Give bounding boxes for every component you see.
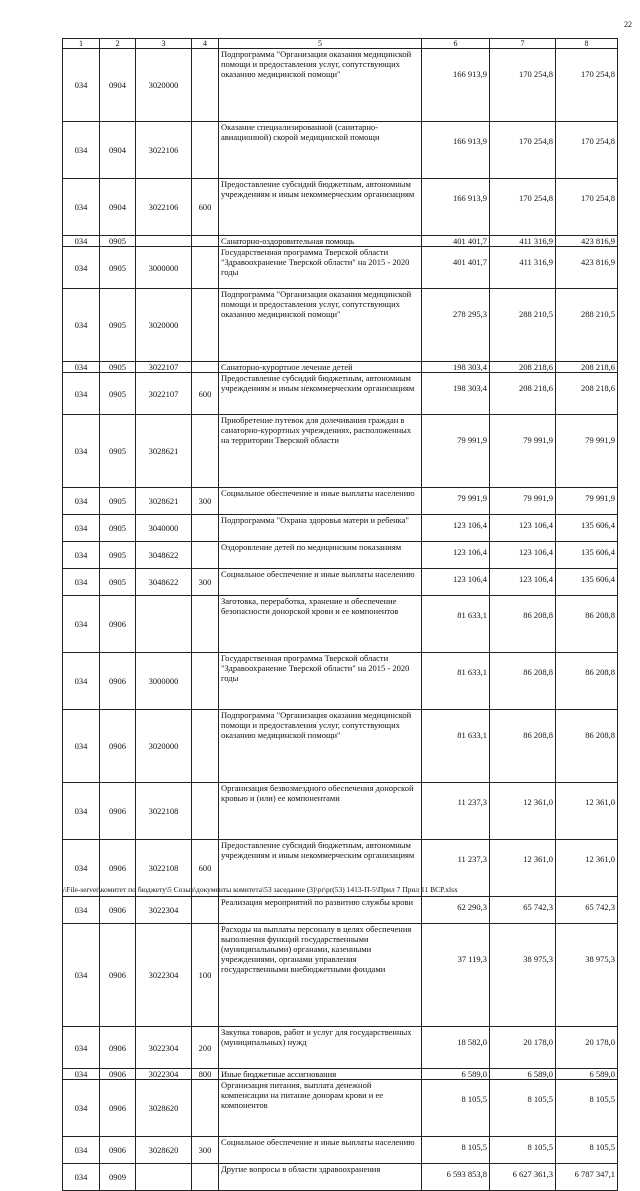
section-code-cell: 0906	[100, 1137, 136, 1164]
expense-type-cell: 800	[192, 1069, 219, 1080]
item-name-cell: Социальное обеспечение и иные выплаты населению	[219, 569, 422, 596]
amount-2016-cell: 38 975,3	[490, 924, 556, 1027]
expense-type-cell: 200	[192, 1027, 219, 1069]
admin-code-cell: 034	[63, 569, 100, 596]
target-article-cell: 3022108	[136, 783, 192, 840]
table-row	[63, 569, 618, 596]
table-row	[63, 247, 618, 289]
item-name-cell: Предоставление субсидий бюджетным, автономным учреждениям и иным некоммерческим организациям	[219, 840, 422, 897]
column-header: 8	[556, 39, 618, 49]
target-article-cell: 3020000	[136, 49, 192, 122]
table-row	[63, 179, 618, 236]
amount-2015-cell: 123 106,4	[422, 569, 490, 596]
column-header: 4	[192, 39, 219, 49]
table-row	[63, 236, 618, 247]
column-header: 7	[490, 39, 556, 49]
expense-type-cell	[192, 596, 219, 653]
section-code-cell: 0906	[100, 897, 136, 924]
amount-2017-cell: 170 254,8	[556, 49, 618, 122]
item-name-cell: Иные бюджетные ассигнования	[219, 1069, 422, 1080]
page-number: 22	[624, 20, 632, 29]
section-code-cell: 0904	[100, 49, 136, 122]
expense-type-cell	[192, 122, 219, 179]
amount-2015-cell: 401 401,7	[422, 236, 490, 247]
amount-2017-cell: 65 742,3	[556, 897, 618, 924]
table-row	[63, 415, 618, 488]
section-code-cell: 0909	[100, 1164, 136, 1191]
section-code-cell: 0906	[100, 596, 136, 653]
target-article-cell: 3000000	[136, 247, 192, 289]
expense-type-cell	[192, 289, 219, 362]
expense-type-cell: 300	[192, 1137, 219, 1164]
section-code-cell: 0906	[100, 1027, 136, 1069]
admin-code-cell: 034	[63, 1080, 100, 1137]
admin-code-cell: 034	[63, 596, 100, 653]
section-code-cell: 0905	[100, 362, 136, 373]
item-name-cell: Санаторно-оздоровительная помощь	[219, 236, 422, 247]
amount-2015-cell: 8 105,5	[422, 1080, 490, 1137]
item-name-cell: Санаторно-курортное лечение детей	[219, 362, 422, 373]
amount-2017-cell: 135 606,4	[556, 515, 618, 542]
amount-2017-cell: 6 589,0	[556, 1069, 618, 1080]
amount-2015-cell: 166 913,9	[422, 49, 490, 122]
target-article-cell: 3028620	[136, 1137, 192, 1164]
target-article-cell: 3028621	[136, 488, 192, 515]
table-row	[63, 49, 618, 122]
section-code-cell: 0905	[100, 236, 136, 247]
table-row	[63, 783, 618, 840]
target-article-cell: 3022304	[136, 897, 192, 924]
expense-type-cell	[192, 1080, 219, 1137]
amount-2017-cell: 170 254,8	[556, 122, 618, 179]
amount-2016-cell: 123 106,4	[490, 569, 556, 596]
admin-code-cell: 034	[63, 515, 100, 542]
admin-code-cell: 034	[63, 236, 100, 247]
amount-2016-cell: 20 178,0	[490, 1027, 556, 1069]
amount-2015-cell: 8 105,5	[422, 1137, 490, 1164]
expense-type-cell	[192, 49, 219, 122]
table-row	[63, 122, 618, 179]
target-article-cell: 3022107	[136, 373, 192, 415]
item-name-cell: Предоставление субсидий бюджетным, автономным учреждениям и иным некоммерческим организациям	[219, 373, 422, 415]
target-article-cell: 3022304	[136, 1069, 192, 1080]
item-name-cell: Подпрограмма "Организация оказания медицинской помощи и предоставления услуг, сопутствующих оказанию медицинской помощи"	[219, 289, 422, 362]
amount-2015-cell: 166 913,9	[422, 122, 490, 179]
section-code-cell: 0906	[100, 653, 136, 710]
section-code-cell: 0905	[100, 247, 136, 289]
section-code-cell: 0904	[100, 179, 136, 236]
expense-type-cell: 600	[192, 840, 219, 897]
amount-2017-cell: 6 787 347,1	[556, 1164, 618, 1191]
admin-code-cell: 034	[63, 373, 100, 415]
column-header: 2	[100, 39, 136, 49]
amount-2015-cell: 123 106,4	[422, 542, 490, 569]
amount-2015-cell: 278 295,3	[422, 289, 490, 362]
amount-2015-cell: 37 119,3	[422, 924, 490, 1027]
amount-2017-cell: 12 361,0	[556, 840, 618, 897]
expense-type-cell: 100	[192, 924, 219, 1027]
amount-2016-cell: 208 218,6	[490, 362, 556, 373]
amount-2016-cell: 12 361,0	[490, 840, 556, 897]
amount-2016-cell: 123 106,4	[490, 542, 556, 569]
amount-2015-cell: 81 633,1	[422, 596, 490, 653]
admin-code-cell: 034	[63, 362, 100, 373]
table-row	[63, 653, 618, 710]
admin-code-cell: 034	[63, 1137, 100, 1164]
target-article-cell: 3048622	[136, 542, 192, 569]
column-header: 6	[422, 39, 490, 49]
amount-2016-cell: 170 254,8	[490, 122, 556, 179]
amount-2017-cell: 79 991,9	[556, 415, 618, 488]
admin-code-cell: 034	[63, 1164, 100, 1191]
target-article-cell: 3028620	[136, 1080, 192, 1137]
target-article-cell	[136, 596, 192, 653]
amount-2015-cell: 18 582,0	[422, 1027, 490, 1069]
expense-type-cell	[192, 362, 219, 373]
expense-type-cell	[192, 236, 219, 247]
item-name-cell: Приобретение путевок для долечивания граждан в санаторно-курортных учреждениях, расположенных на территории Тверской области	[219, 415, 422, 488]
amount-2016-cell: 12 361,0	[490, 783, 556, 840]
amount-2017-cell: 12 361,0	[556, 783, 618, 840]
section-code-cell: 0904	[100, 122, 136, 179]
amount-2015-cell: 6 589,0	[422, 1069, 490, 1080]
amount-2016-cell: 208 218,6	[490, 373, 556, 415]
budget-table	[62, 38, 618, 1191]
amount-2016-cell: 79 991,9	[490, 488, 556, 515]
amount-2016-cell: 79 991,9	[490, 415, 556, 488]
section-code-cell: 0905	[100, 488, 136, 515]
item-name-cell: Организация безвозмездного обеспечения донорской кровью и (или) ее компонентами	[219, 783, 422, 840]
amount-2015-cell: 198 303,4	[422, 373, 490, 415]
item-name-cell: Государственная программа Тверской области "Здравоохранение Тверской области" на 2015 - 2020 годы	[219, 653, 422, 710]
amount-2017-cell: 38 975,3	[556, 924, 618, 1027]
amount-2016-cell: 8 105,5	[490, 1137, 556, 1164]
section-code-cell: 0905	[100, 569, 136, 596]
amount-2016-cell: 411 316,9	[490, 247, 556, 289]
section-code-cell: 0906	[100, 783, 136, 840]
admin-code-cell: 034	[63, 783, 100, 840]
item-name-cell: Социальное обеспечение и иные выплаты населению	[219, 488, 422, 515]
amount-2015-cell: 79 991,9	[422, 415, 490, 488]
expense-type-cell	[192, 515, 219, 542]
table-row	[63, 289, 618, 362]
target-article-cell: 3022106	[136, 179, 192, 236]
amount-2016-cell: 86 208,8	[490, 710, 556, 783]
amount-2017-cell: 20 178,0	[556, 1027, 618, 1069]
table-row	[63, 710, 618, 783]
amount-2017-cell: 423 816,9	[556, 247, 618, 289]
item-name-cell: Предоставление субсидий бюджетным, автономным учреждениям и иным некоммерческим организациям	[219, 179, 422, 236]
admin-code-cell: 034	[63, 49, 100, 122]
target-article-cell: 3048622	[136, 569, 192, 596]
admin-code-cell: 034	[63, 710, 100, 783]
amount-2015-cell: 401 401,7	[422, 247, 490, 289]
table-row	[63, 1164, 618, 1191]
expense-type-cell: 300	[192, 488, 219, 515]
expense-type-cell: 300	[192, 569, 219, 596]
section-code-cell: 0906	[100, 840, 136, 897]
table-row	[63, 488, 618, 515]
admin-code-cell: 034	[63, 924, 100, 1027]
admin-code-cell: 034	[63, 247, 100, 289]
target-article-cell: 3022107	[136, 362, 192, 373]
amount-2016-cell: 170 254,8	[490, 179, 556, 236]
item-name-cell: Другие вопросы в области здравоохранения	[219, 1164, 422, 1191]
section-code-cell: 0905	[100, 373, 136, 415]
amount-2017-cell: 8 105,5	[556, 1137, 618, 1164]
item-name-cell: Оздоровление детей по медицинским показаниям	[219, 542, 422, 569]
target-article-cell: 3028621	[136, 415, 192, 488]
target-article-cell	[136, 1164, 192, 1191]
target-article-cell: 3040000	[136, 515, 192, 542]
target-article-cell: 3022106	[136, 122, 192, 179]
table-row	[63, 924, 618, 1027]
amount-2017-cell: 135 606,4	[556, 542, 618, 569]
target-article-cell: 3022304	[136, 1027, 192, 1069]
item-name-cell: Государственная программа Тверской области "Здравоохранение Тверской области" на 2015 - 2020 годы	[219, 247, 422, 289]
table-row	[63, 542, 618, 569]
amount-2015-cell: 11 237,3	[422, 840, 490, 897]
table-row	[63, 362, 618, 373]
amount-2016-cell: 6 589,0	[490, 1069, 556, 1080]
expense-type-cell	[192, 710, 219, 783]
admin-code-cell: 034	[63, 415, 100, 488]
amount-2016-cell: 6 627 361,3	[490, 1164, 556, 1191]
target-article-cell: 3022108	[136, 840, 192, 897]
table-row	[63, 1137, 618, 1164]
expense-type-cell	[192, 897, 219, 924]
admin-code-cell: 034	[63, 1027, 100, 1069]
item-name-cell: Подпрограмма "Организация оказания медицинской помощи и предоставления услуг, сопутствующих оказанию медицинской помощи"	[219, 710, 422, 783]
table-row	[63, 1027, 618, 1069]
amount-2015-cell: 79 991,9	[422, 488, 490, 515]
item-name-cell: Социальное обеспечение и иные выплаты населению	[219, 1137, 422, 1164]
target-article-cell	[136, 236, 192, 247]
item-name-cell: Организация питания, выплата денежной компенсации на питание донорам крови и ее компонентов	[219, 1080, 422, 1137]
item-name-cell: Подпрограмма "Организация оказания медицинской помощи и предоставления услуг, сопутствующих оказанию медицинской помощи"	[219, 49, 422, 122]
amount-2016-cell: 411 316,9	[490, 236, 556, 247]
amount-2016-cell: 123 106,4	[490, 515, 556, 542]
item-name-cell: Оказание специализированной (санитарно-авиационной) скорой медицинской помощи	[219, 122, 422, 179]
section-code-cell: 0906	[100, 1080, 136, 1137]
table-row	[63, 596, 618, 653]
expense-type-cell	[192, 653, 219, 710]
amount-2015-cell: 81 633,1	[422, 653, 490, 710]
expense-type-cell	[192, 1164, 219, 1191]
expense-type-cell	[192, 783, 219, 840]
amount-2015-cell: 62 290,3	[422, 897, 490, 924]
section-code-cell: 0905	[100, 515, 136, 542]
amount-2017-cell: 208 218,6	[556, 362, 618, 373]
expense-type-cell: 600	[192, 179, 219, 236]
table-row	[63, 1080, 618, 1137]
admin-code-cell: 034	[63, 840, 100, 897]
expense-type-cell	[192, 542, 219, 569]
admin-code-cell: 034	[63, 542, 100, 569]
amount-2017-cell: 170 254,8	[556, 179, 618, 236]
column-header: 1	[63, 39, 100, 49]
target-article-cell: 3022304	[136, 924, 192, 1027]
section-code-cell: 0905	[100, 289, 136, 362]
admin-code-cell: 034	[63, 488, 100, 515]
admin-code-cell: 034	[63, 179, 100, 236]
admin-code-cell: 034	[63, 289, 100, 362]
amount-2017-cell: 208 218,6	[556, 373, 618, 415]
admin-code-cell: 034	[63, 897, 100, 924]
amount-2015-cell: 198 303,4	[422, 362, 490, 373]
table-row	[63, 1069, 618, 1080]
amount-2015-cell: 123 106,4	[422, 515, 490, 542]
amount-2016-cell: 86 208,8	[490, 596, 556, 653]
amount-2017-cell: 135 606,4	[556, 569, 618, 596]
amount-2016-cell: 170 254,8	[490, 49, 556, 122]
admin-code-cell: 034	[63, 1069, 100, 1080]
amount-2017-cell: 79 991,9	[556, 488, 618, 515]
amount-2015-cell: 6 593 853,8	[422, 1164, 490, 1191]
target-article-cell: 3020000	[136, 289, 192, 362]
amount-2017-cell: 423 816,9	[556, 236, 618, 247]
file-path-footer: \\File-server\комитет по бюджету\5 Созыв\документы комитета\53 заседание (3)\pr\pr(53) 1413-П-5\Прил 7 Прил 11 ВСР.xlsx	[62, 885, 458, 894]
item-name-cell: Расходы на выплаты персоналу в целях обеспечения выполнения функций государственными (муниципальными) органами, казенными учреждениями, органами управления государственными внебюджетными фондами	[219, 924, 422, 1027]
amount-2016-cell: 65 742,3	[490, 897, 556, 924]
amount-2016-cell: 288 210,5	[490, 289, 556, 362]
table-body	[63, 49, 618, 1191]
amount-2017-cell: 288 210,5	[556, 289, 618, 362]
section-code-cell: 0906	[100, 710, 136, 783]
amount-2016-cell: 86 208,8	[490, 653, 556, 710]
amount-2017-cell: 8 105,5	[556, 1080, 618, 1137]
admin-code-cell: 034	[63, 122, 100, 179]
section-code-cell: 0906	[100, 924, 136, 1027]
table-row	[63, 373, 618, 415]
table-row	[63, 897, 618, 924]
table-row	[63, 515, 618, 542]
amount-2017-cell: 86 208,8	[556, 653, 618, 710]
amount-2015-cell: 81 633,1	[422, 710, 490, 783]
amount-2015-cell: 11 237,3	[422, 783, 490, 840]
amount-2016-cell: 8 105,5	[490, 1080, 556, 1137]
column-number-row	[63, 39, 618, 49]
item-name-cell: Реализация мероприятий по развитию службы крови	[219, 897, 422, 924]
amount-2017-cell: 86 208,8	[556, 596, 618, 653]
column-header: 3	[136, 39, 192, 49]
item-name-cell: Закупка товаров, работ и услуг для государственных (муниципальных) нужд	[219, 1027, 422, 1069]
section-code-cell: 0905	[100, 542, 136, 569]
amount-2015-cell: 166 913,9	[422, 179, 490, 236]
expense-type-cell	[192, 247, 219, 289]
item-name-cell: Заготовка, переработка, хранение и обеспечение безопасности донорской крови и ее компонентов	[219, 596, 422, 653]
amount-2017-cell: 86 208,8	[556, 710, 618, 783]
admin-code-cell: 034	[63, 653, 100, 710]
section-code-cell: 0905	[100, 415, 136, 488]
target-article-cell: 3000000	[136, 653, 192, 710]
expense-type-cell	[192, 415, 219, 488]
column-header: 5	[219, 39, 422, 49]
target-article-cell: 3020000	[136, 710, 192, 783]
section-code-cell: 0906	[100, 1069, 136, 1080]
item-name-cell: Подпрограмма "Охрана здоровья матери и ребенка"	[219, 515, 422, 542]
expense-type-cell: 600	[192, 373, 219, 415]
